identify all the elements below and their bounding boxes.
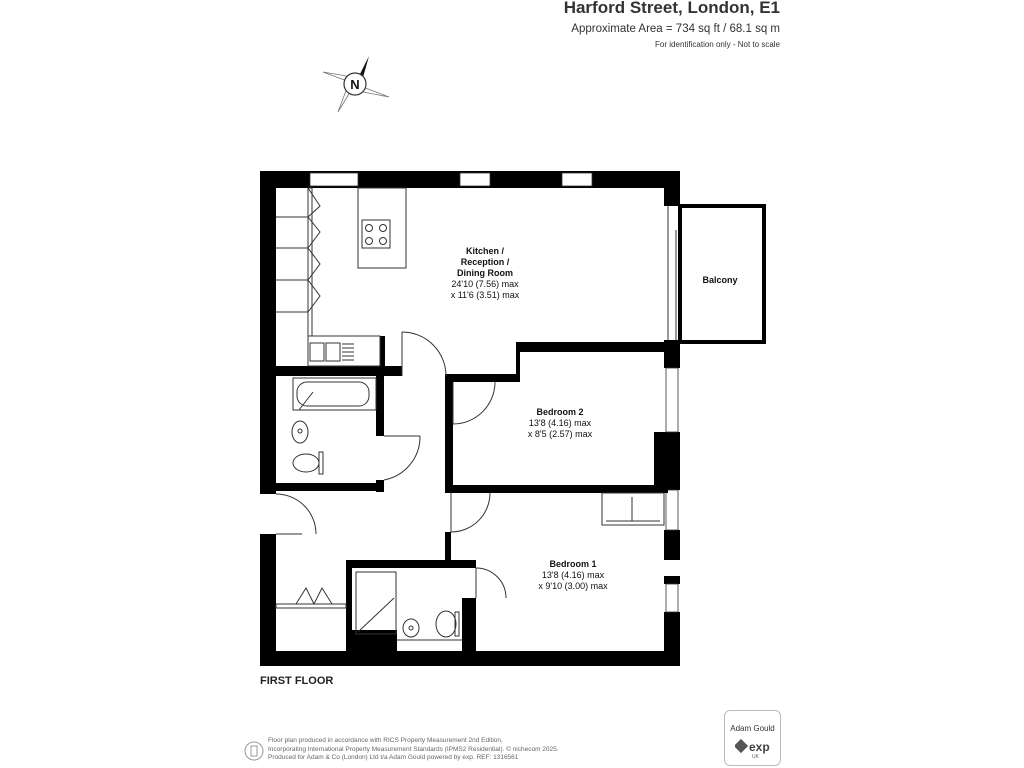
agent-logo-sub: UK (752, 754, 759, 759)
ensuite-fittings (356, 572, 462, 640)
room-label-balcony (690, 275, 750, 286)
identification-note: For identification only - Not to scale (655, 40, 780, 49)
room-label-bedroom-1 (518, 559, 628, 592)
kitchen-dim-1: 24'10 (7.56) max (451, 279, 519, 289)
compass-label: N (350, 77, 360, 92)
footer-line-2: Incorporating International Property Measurement Standards (IPMS2 Residential). © nichecom 2025. (268, 745, 559, 753)
bedroom2-name: Bedroom 2 (536, 407, 584, 417)
kitchen-name-3: Dining Room (457, 268, 513, 278)
balcony-name: Balcony (702, 275, 738, 285)
agent-name: Adam Gould (730, 724, 775, 733)
bedroom2-dim-2: x 8'5 (2.57) max (527, 429, 593, 439)
hall-cupboard (276, 588, 346, 608)
kitchen-name-1: Kitchen / (465, 246, 504, 256)
agent-logo-box (724, 710, 781, 766)
bedroom1-dim-1: 13'8 (4.16) max (541, 570, 605, 580)
floor-label: FIRST FLOOR (260, 675, 334, 687)
property-title: Harford Street, London, E1 (563, 0, 780, 17)
exp-logo-icon (735, 737, 771, 759)
bedroom1-dim-2: x 9'10 (3.00) max (538, 581, 608, 591)
document-icon (244, 740, 264, 762)
balcony-area (668, 206, 764, 342)
bedroom2-dim-1: 13'8 (4.16) max (528, 418, 592, 428)
bathroom-fittings (292, 378, 376, 474)
kitchen-name-2: Reception / (460, 257, 510, 267)
bedroom1-name: Bedroom 1 (549, 559, 597, 569)
compass-icon (323, 56, 389, 112)
agent-logo-text: exp (749, 740, 770, 754)
kitchen-dim-2: x 11'6 (3.51) max (450, 290, 520, 300)
footer-line-1: Floor plan produced in accordance with RICS Property Measurement 2nd Edition, (268, 737, 503, 744)
wardrobe (602, 493, 664, 525)
footer-line-3: Produced for Adam & Co (London) Ltd t/a Adam Gould powered by exp. REF: 1316561 (268, 754, 519, 762)
footer-text (268, 737, 559, 763)
room-label-bedroom-2 (505, 407, 615, 440)
kitchen-fittings (308, 188, 406, 366)
kitchen-cupboards (276, 188, 320, 312)
approximate-area: Approximate Area = 734 sq ft / 68.1 sq m (571, 23, 780, 35)
room-label-kitchen (430, 246, 540, 301)
